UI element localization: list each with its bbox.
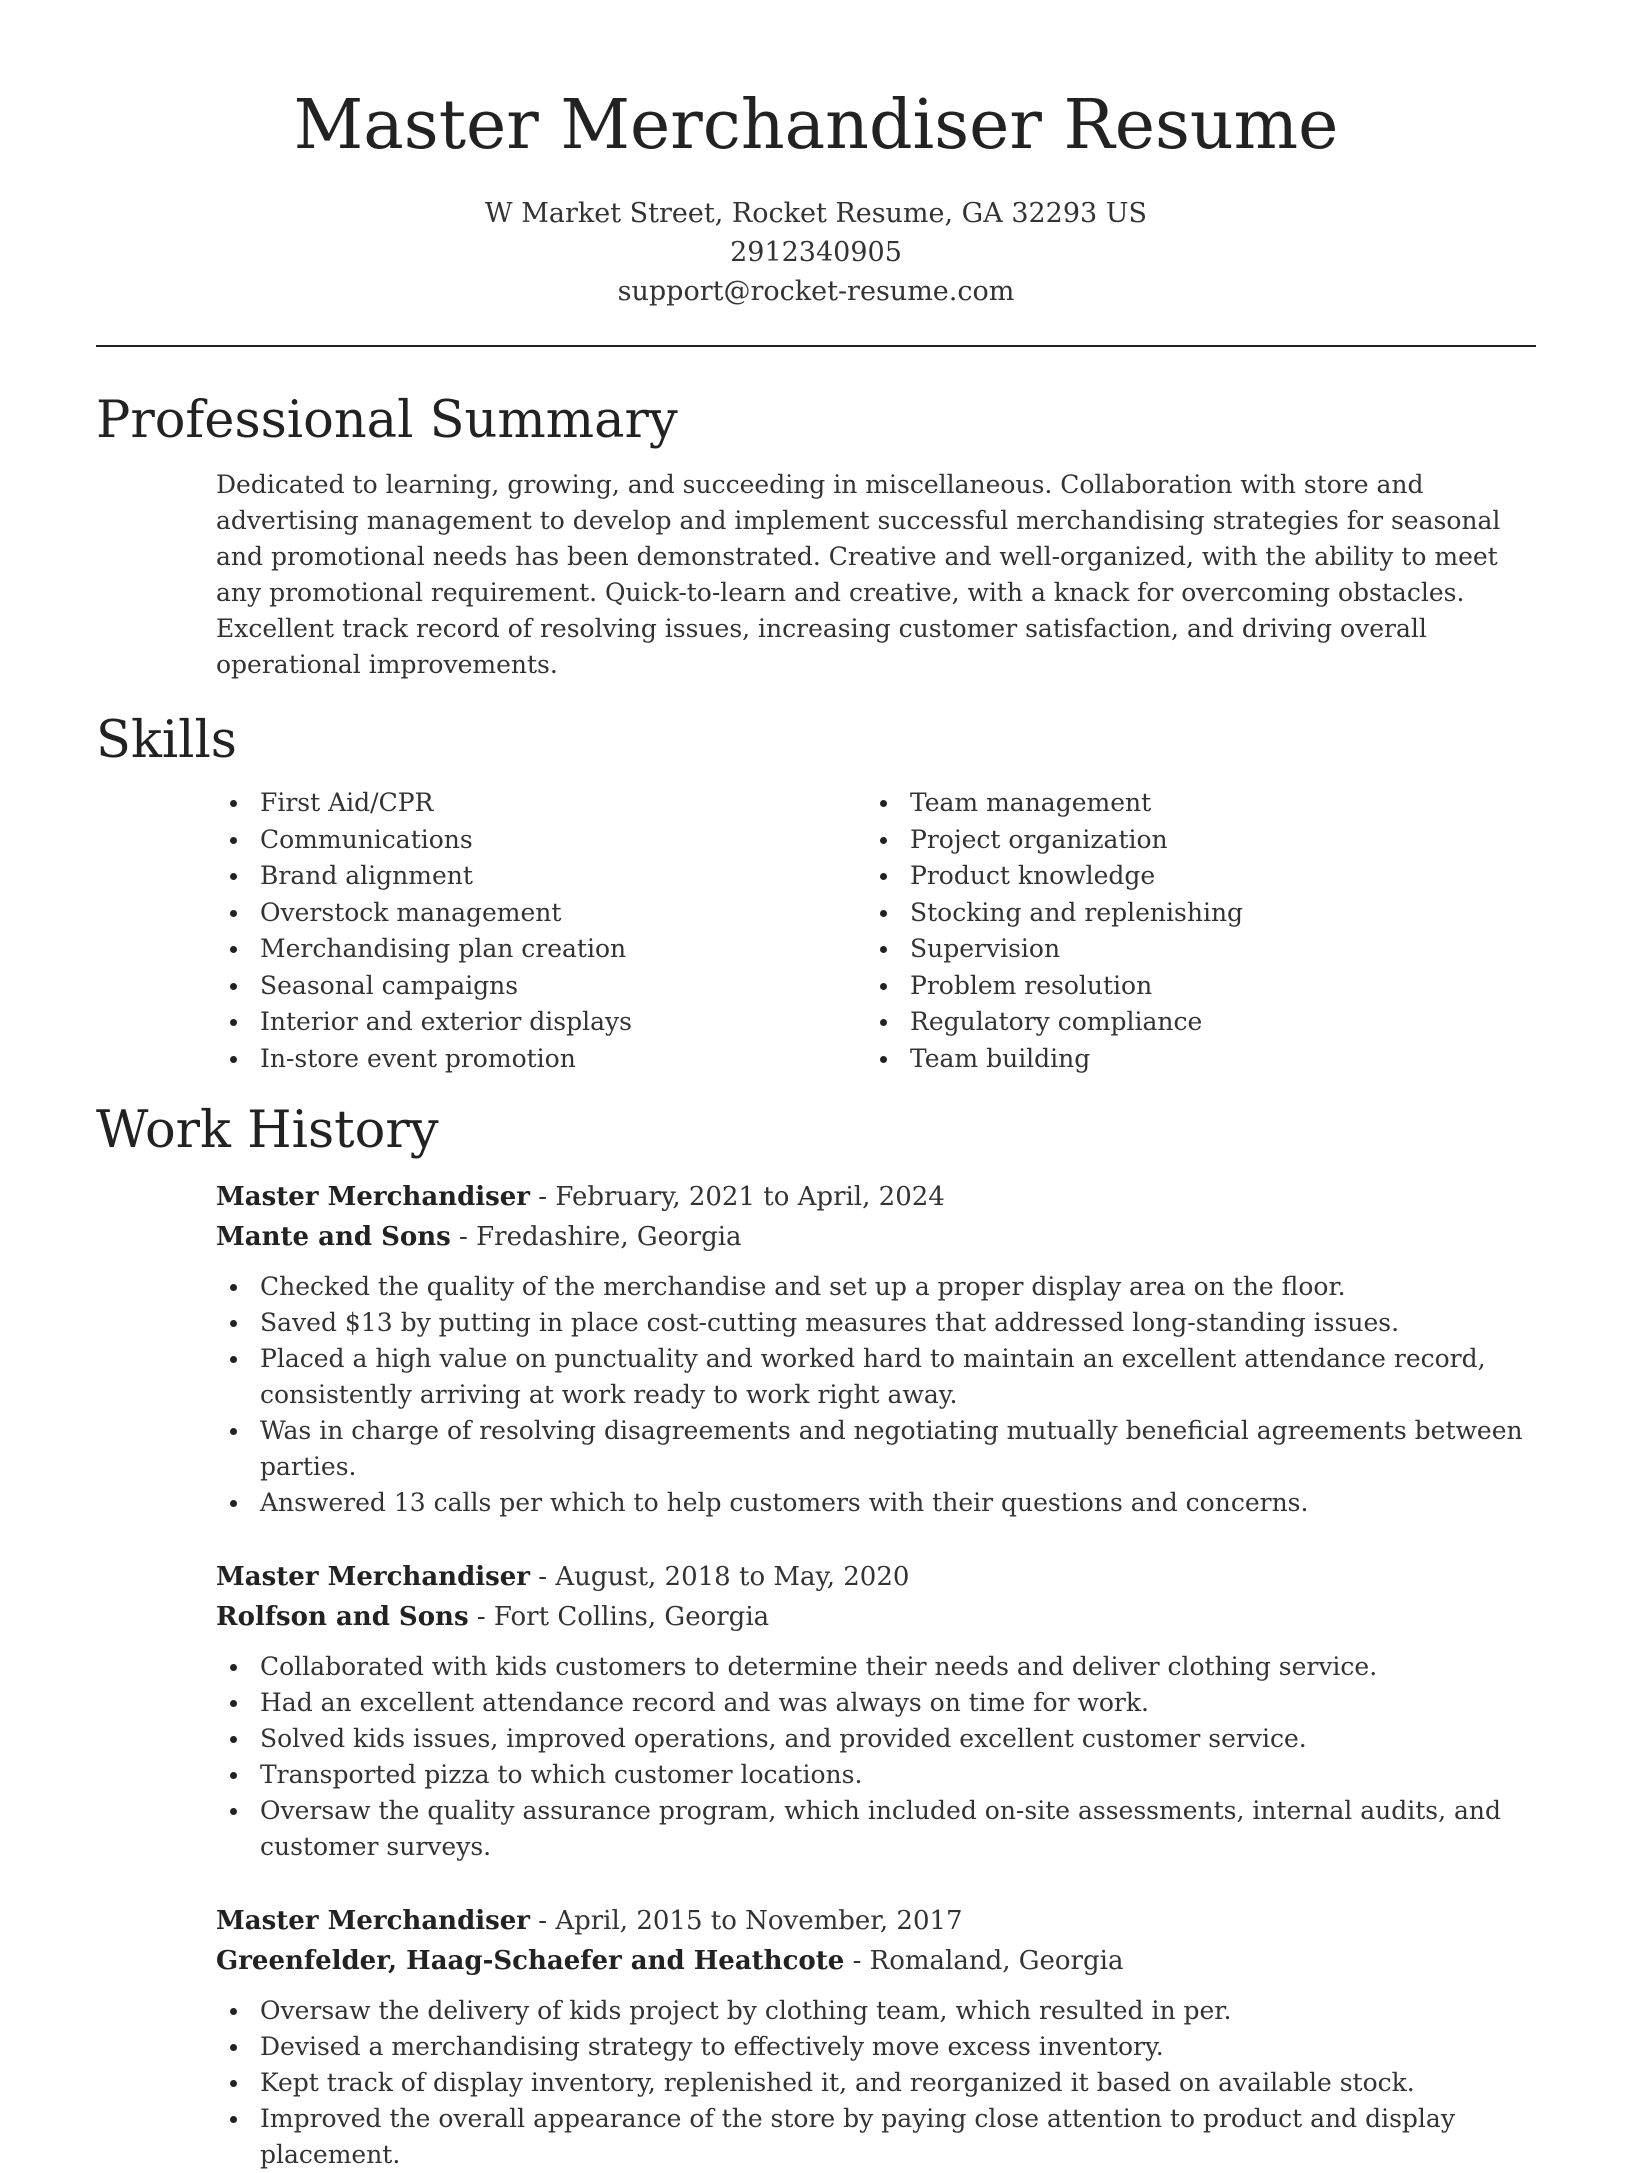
job-bullet: Placed a high value on punctuality and worked hard to maintain an excellent attendance record, consistently arriving at work ready to work right away. bbox=[216, 1341, 1536, 1413]
skill-item: Interior and exterior displays bbox=[216, 1004, 866, 1041]
work-history-section bbox=[96, 1099, 1536, 2173]
job-title: Master Merchandiser bbox=[216, 1562, 531, 1592]
job-bullet: Kept track of display inventory, replenished it, and reorganized it based on available stock. bbox=[216, 2065, 1536, 2101]
section-title-skills: Skills bbox=[96, 711, 237, 770]
job-company-line bbox=[216, 1217, 1536, 1257]
resume-header bbox=[96, 0, 1536, 311]
job-title-line bbox=[216, 1901, 1536, 1941]
professional-summary-section bbox=[96, 389, 1536, 683]
skills-columns bbox=[216, 785, 1536, 1077]
job-title-line bbox=[216, 1557, 1536, 1597]
skills-section bbox=[96, 709, 1536, 1077]
job-bullet: Was in charge of resolving disagreements and negotiating mutually beneficial agreements between parties. bbox=[216, 1413, 1536, 1485]
job-company: Mante and Sons bbox=[216, 1222, 451, 1252]
section-title-work-history: Work History bbox=[96, 1101, 439, 1160]
contact-address: W Market Street, Rocket Resume, GA 32293 US bbox=[484, 198, 1148, 229]
job-dates: - August, 2018 to May, 2020 bbox=[530, 1562, 910, 1592]
job-entry bbox=[216, 1557, 1536, 1865]
job-title: Master Merchandiser bbox=[216, 1182, 531, 1212]
skill-item: Merchandising plan creation bbox=[216, 931, 866, 968]
job-bullet: Devised a merchandising strategy to effectively move excess inventory. bbox=[216, 2029, 1536, 2065]
section-title-summary: Professional Summary bbox=[96, 391, 678, 450]
skills-list-right bbox=[866, 785, 1516, 1077]
job-bullet: Oversaw the quality assurance program, which included on-site assessments, internal audits, and customer surveys. bbox=[216, 1793, 1536, 1865]
job-company-line bbox=[216, 1597, 1536, 1637]
job-bullet: Saved $13 by putting in place cost-cutting measures that addressed long-standing issues. bbox=[216, 1305, 1536, 1341]
job-title-line bbox=[216, 1177, 1536, 1217]
job-company: Rolfson and Sons bbox=[216, 1602, 469, 1632]
job-title: Master Merchandiser bbox=[216, 1906, 531, 1936]
skills-list-left bbox=[216, 785, 866, 1077]
skill-item: Team management bbox=[866, 785, 1516, 822]
skill-item: Communications bbox=[216, 822, 866, 859]
job-bullet: Oversaw the delivery of kids project by clothing team, which resulted in per. bbox=[216, 1993, 1536, 2029]
contact-phone: 2912340905 bbox=[730, 237, 902, 268]
job-dates: - February, 2021 to April, 2024 bbox=[530, 1182, 945, 1212]
skill-item: Regulatory compliance bbox=[866, 1004, 1516, 1041]
skill-item: Team building bbox=[866, 1041, 1516, 1078]
skill-item: In-store event promotion bbox=[216, 1041, 866, 1078]
skill-item: Brand alignment bbox=[216, 858, 866, 895]
contact-info bbox=[96, 194, 1536, 311]
skill-item: Seasonal campaigns bbox=[216, 968, 866, 1005]
job-bullet: Had an excellent attendance record and was always on time for work. bbox=[216, 1685, 1536, 1721]
job-bullet: Transported pizza to which customer locations. bbox=[216, 1757, 1536, 1793]
job-bullet: Collaborated with kids customers to determine their needs and deliver clothing service. bbox=[216, 1649, 1536, 1685]
summary-text: Dedicated to learning, growing, and succeeding in miscellaneous. Collaboration with store and advertising management to develop and implement successful merchandising strategies for seasonal and promotional needs has been demonstrated. Creative and well-organized, with the ability to meet any promotional requirement. Quick-to-learn and creative, with a knack for overcoming obstacles. Excellent track record of resolving issues, increasing customer satisfaction, and driving overall operational improvements. bbox=[216, 470, 1501, 679]
job-company-line bbox=[216, 1941, 1536, 1981]
job-bullets bbox=[216, 1269, 1536, 1521]
skill-item: First Aid/CPR bbox=[216, 785, 866, 822]
job-company: Greenfelder, Haag-Schaefer and Heathcote bbox=[216, 1946, 845, 1976]
job-bullets bbox=[216, 1649, 1536, 1865]
resume-title: Master Merchandiser Resume bbox=[293, 86, 1339, 165]
job-location: - Fort Collins, Georgia bbox=[468, 1602, 770, 1632]
job-entry bbox=[216, 1901, 1536, 2173]
job-location: - Romaland, Georgia bbox=[844, 1946, 1124, 1976]
job-dates: - April, 2015 to November, 2017 bbox=[530, 1906, 963, 1936]
skill-item: Product knowledge bbox=[866, 858, 1516, 895]
header-divider bbox=[96, 345, 1536, 347]
job-bullet: Answered 13 calls per which to help customers with their questions and concerns. bbox=[216, 1485, 1536, 1521]
job-location: - Fredashire, Georgia bbox=[450, 1222, 742, 1252]
skill-item: Project organization bbox=[866, 822, 1516, 859]
job-entry bbox=[216, 1177, 1536, 1521]
skill-item: Overstock management bbox=[216, 895, 866, 932]
skill-item: Supervision bbox=[866, 931, 1516, 968]
job-bullet: Checked the quality of the merchandise and set up a proper display area on the floor. bbox=[216, 1269, 1536, 1305]
contact-email: support@rocket-resume.com bbox=[617, 276, 1015, 307]
skill-item: Stocking and replenishing bbox=[866, 895, 1516, 932]
job-bullet: Improved the overall appearance of the store by paying close attention to product and display placement. bbox=[216, 2101, 1536, 2173]
skill-item: Problem resolution bbox=[866, 968, 1516, 1005]
job-bullet: Solved kids issues, improved operations, and provided excellent customer service. bbox=[216, 1721, 1536, 1757]
job-bullets bbox=[216, 1993, 1536, 2173]
